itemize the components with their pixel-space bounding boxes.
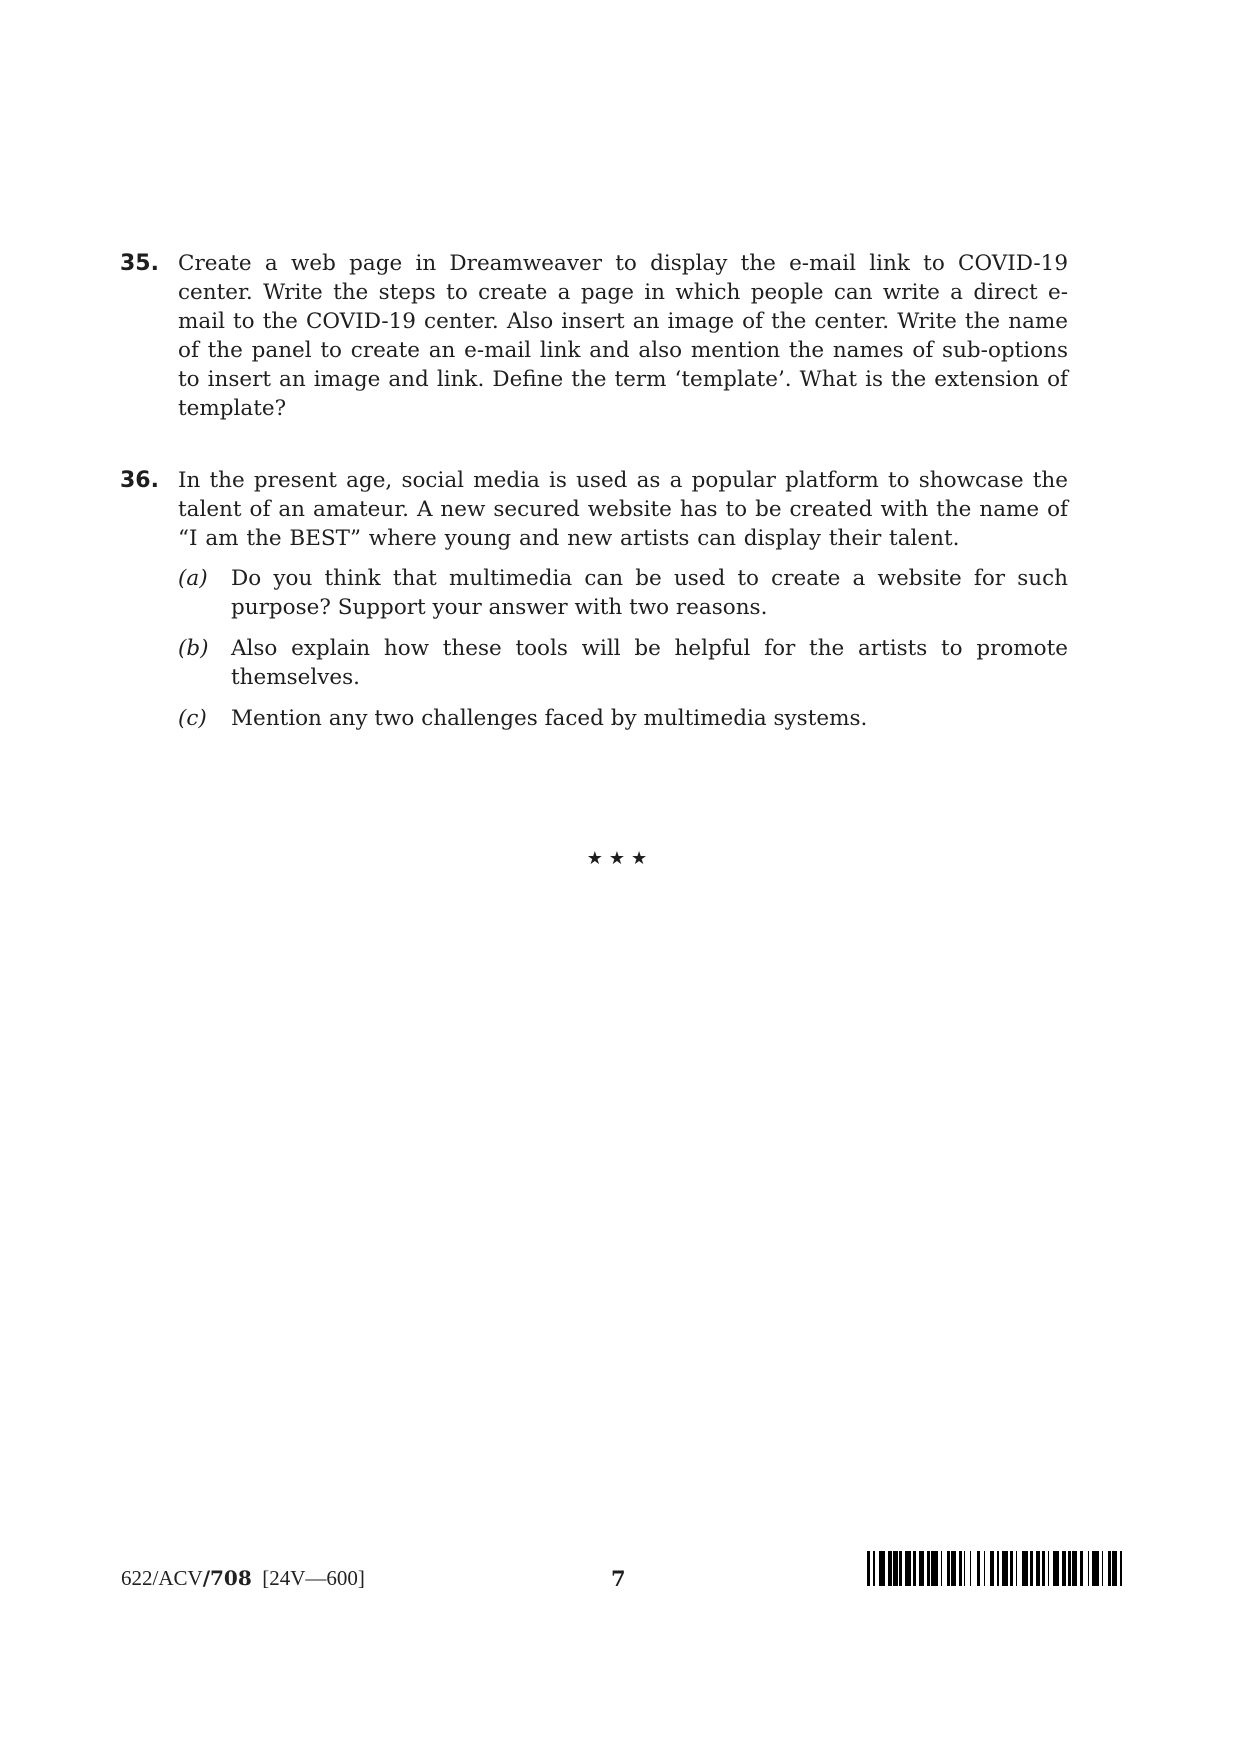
- barcode-icon: [867, 1551, 1127, 1586]
- question-text: Create a web page in Dreamweaver to display the e-mail link to COVID-19 center. Write the steps to create a page in which people can write a direct e-mail to the COVID-19 center. Also insert an image of the center. Write the name of the panel to create an e-mail link and also mention the names of sub-options to insert an image and link. Define the term ‘template’. What is the extension of template?: [178, 251, 1068, 421]
- question-text: In the present age, social media is used as a popular platform to showcase the talent of an amateur. A new secured website has to be created with the name of “I am the BEST” where young and new artists can display their talent.: [178, 468, 1068, 551]
- page-number: 7: [611, 1566, 626, 1591]
- subitem-c: [178, 704, 1068, 733]
- subitem-label: (c): [178, 706, 207, 731]
- question-36: [120, 466, 1068, 745]
- subitem-text: Mention any two challenges faced by multimedia systems.: [231, 706, 868, 731]
- question-number: 36.: [120, 468, 159, 493]
- question-35: [120, 249, 1068, 423]
- subitem-label: (b): [178, 636, 209, 661]
- subitem-text: Also explain how these tools will be helpful for the artists to promote themselves.: [231, 636, 1068, 690]
- subitem-list: [178, 564, 1068, 733]
- subitem-label: (a): [178, 566, 208, 591]
- subitem-text: Do you think that multimedia can be used to create a website for such purpose? Support your answer with two reasons.: [231, 566, 1068, 620]
- barcode-bar: [1122, 1551, 1127, 1586]
- paper-code-number: /708: [202, 1566, 252, 1590]
- end-stars-icon: ★★★: [586, 848, 654, 869]
- question-number: 35.: [120, 251, 159, 276]
- paper-code-suffix: [24V—600]: [262, 1566, 365, 1590]
- subitem-a: [178, 564, 1068, 622]
- paper-code-prefix: 622/ACV: [121, 1566, 203, 1590]
- subitem-b: [178, 634, 1068, 692]
- paper-code: [121, 1566, 365, 1591]
